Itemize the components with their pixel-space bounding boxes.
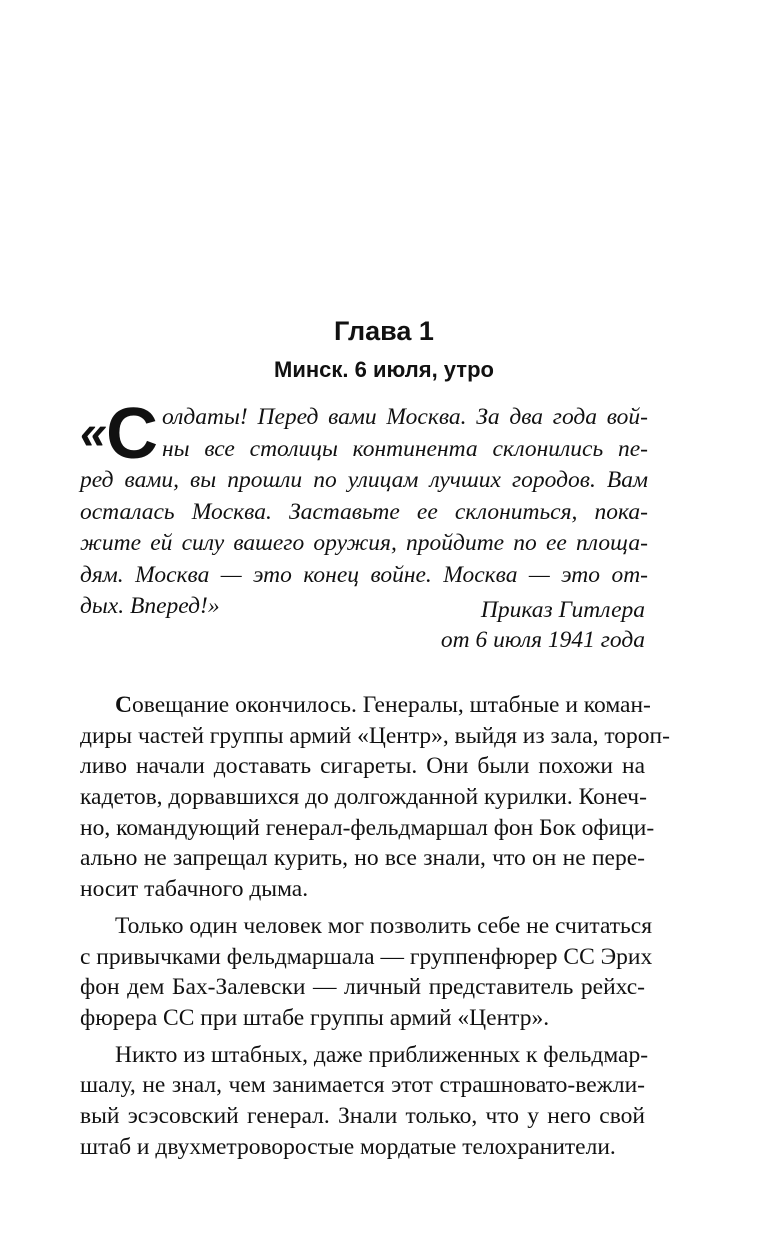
paragraph-line: с привычками фельдмаршала — группенфюрер СС Эрих — [80, 943, 653, 970]
paragraph-line: ливо начали доставать сигареты. Они были похожи на — [80, 753, 645, 780]
epigraph-attribution-line1: Приказ Гитлера — [480, 597, 645, 623]
paragraph-line: вый эсэсовский генерал. Знали только, что у него свой — [80, 1102, 645, 1129]
epigraph-line: ны все столицы континента склонились пе- — [162, 435, 648, 462]
paragraph-line: носит табачного дыма. — [80, 876, 309, 903]
epigraph-line: олдаты! Перед вами Москва. За два года вой- — [162, 404, 648, 430]
drop-cap-block — [80, 394, 160, 474]
paragraph-initial-letter: С — [115, 692, 132, 718]
epigraph-line: осталась Москва. Заставьте ее склониться, пока- — [80, 498, 648, 525]
open-quote-mark: « — [80, 407, 107, 460]
paragraph-line: Только один человек мог позволить себе не считаться — [115, 912, 653, 939]
paragraph-line: диры частей группы армий «Центр», выйдя из зала, тороп- — [80, 722, 670, 749]
chapter-subtitle: Минск. 6 июля, утро — [274, 357, 494, 382]
body-text — [80, 690, 670, 1162]
paragraph-line: кадетов, дорвавшихся до долгожданной курилки. Конеч- — [80, 784, 647, 811]
epigraph-line: дям. Москва — это конец войне. Москва — это от- — [80, 561, 648, 588]
paragraph-line: шалу, не знал, чем занимается этот страшновато-вежли- — [80, 1072, 645, 1099]
epigraph-attribution-line2: от 6 июля 1941 года — [440, 627, 645, 653]
paragraph-line: фон дем Бах-Залевски — личный представитель рейхс- — [80, 974, 645, 1001]
paragraph-line: но, командующий генерал-фельдмаршал фон Бок офици- — [80, 814, 655, 841]
paragraph-line: ально не запрещал курить, но все знали, что он не пере- — [80, 845, 645, 872]
drop-cap-letter: С — [106, 394, 158, 474]
epigraph-line: ред вами, вы прошли по улицам лучших городов. Вам — [80, 467, 648, 493]
chapter-title: Глава 1 — [334, 316, 434, 346]
paragraph-line: Никто из штабных, даже приближенных к фельдмар- — [115, 1041, 649, 1068]
paragraph-line: фюрера СС при штабе группы армий «Центр». — [80, 1004, 550, 1031]
paragraph-line: штаб и двухметроворостые мордатые телохранители. — [80, 1133, 616, 1160]
epigraph-line: жите ей силу вашего оружия, пройдите по ее площа- — [80, 530, 648, 556]
epigraph — [80, 394, 648, 623]
epigraph-line: дых. Вперед!» — [80, 593, 220, 619]
paragraph-line-text: овещание окончилось. Генералы, штабные и коман- — [131, 692, 651, 718]
paragraph-line — [80, 690, 651, 721]
